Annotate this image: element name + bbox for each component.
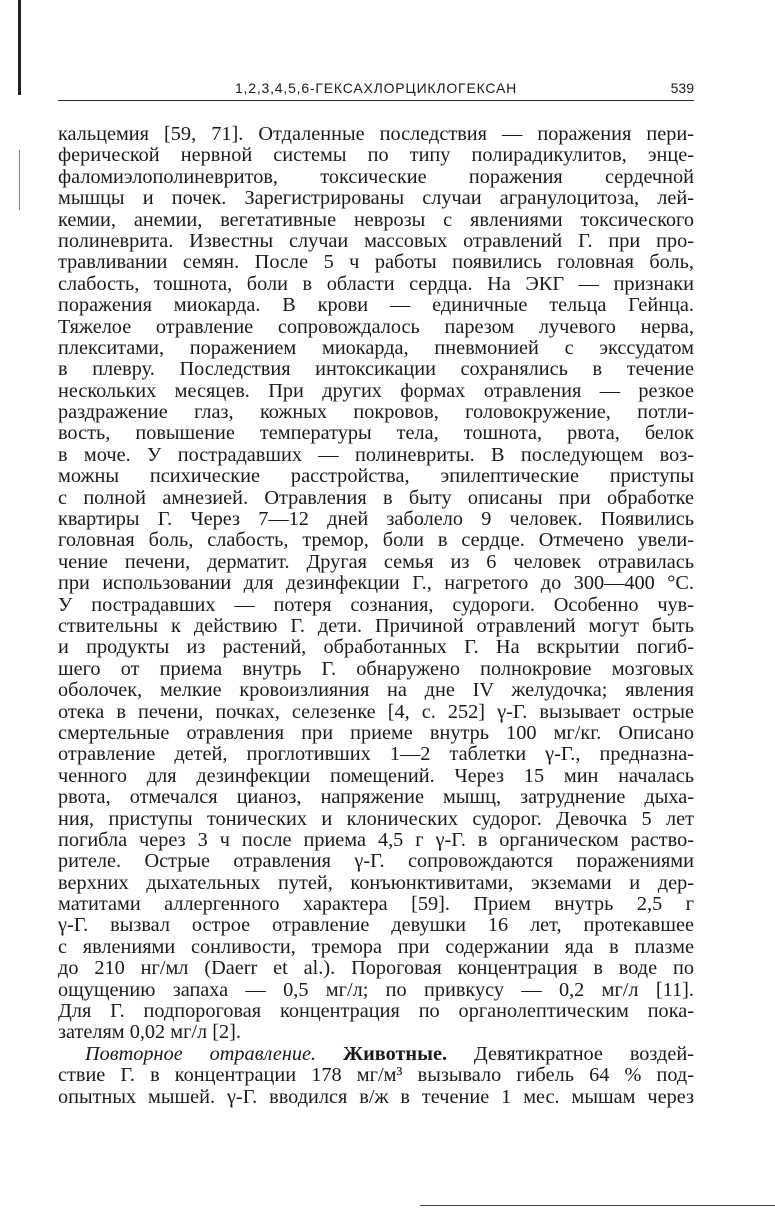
text-line: Тяжелое отравление сопровождалось парезом лучевого нерва, (58, 315, 694, 338)
text-line: верхних дыхательных путей, конъюнктивитами, экземами и дер- (58, 871, 694, 894)
text-line: зателям 0,02 мг/л [2]. (58, 1021, 241, 1044)
text-line: смертельные отравления при приеме внутрь 100 мг/кг. Описано (58, 721, 694, 744)
scan-bottom-edge (420, 1205, 775, 1206)
text-line: шего от приема внутрь Г. обнаружено полнокровие мозговых (58, 657, 694, 680)
text-line: и продукты из растений, обработанных Г. На вскрытии погиб- (58, 636, 694, 659)
text-line: нескольких месяцев. При других формах отравления — резкое (58, 379, 694, 402)
body-text (58, 124, 694, 1108)
text-line: с явлениями сонливости, тремора при содержании яда в плазме (58, 935, 694, 958)
text-line: рителе. Острые отравления γ-Г. сопровождаются поражениями (58, 850, 694, 873)
text-line: ствительны к действию Г. дети. Причиной отравлений могут быть (58, 614, 694, 637)
text-line: с полной амнезией. Отравления в быту описаны при обработке (58, 486, 694, 509)
section-lead-line (58, 1044, 694, 1065)
text-line: полиневрита. Известны случаи массовых отравлений Г. при про- (58, 229, 694, 252)
text-line: до 210 нг/мл (Daerr et al.). Пороговая концентрация в воде по (58, 957, 694, 980)
text-line: ченного для дезинфекции помещений. Через 15 мин началась (58, 764, 694, 787)
text-line: опытных мышей. γ-Г. вводился в/ж в течение 1 мес. мышам через (58, 1085, 694, 1108)
text-line: чение печени, дерматит. Другая семья из 6 человек отравилась (58, 550, 694, 573)
text-line: травливании семян. После 5 ч работы появились головная боль, (58, 251, 694, 274)
text-line: в моче. У пострадавших — полиневриты. В последующем воз- (58, 443, 694, 466)
text-line: матитами аллергенного характера [59]. Прием внутрь 2,5 г (58, 893, 694, 916)
text-line: плекситами, поражением миокарда, пневмонией с экссудатом (58, 336, 694, 359)
text-line: У пострадавших — потеря сознания, судороги. Особенно чув- (58, 593, 694, 616)
scan-edge-mark (19, 150, 20, 210)
scan-edge-mark (18, 0, 21, 95)
section-heading-italic: Повторное отравление. (85, 1042, 317, 1065)
running-header (58, 78, 694, 101)
text-line: погибла через 3 ч после приема 4,5 г γ-Г. в органическом раство- (58, 828, 694, 851)
text-line: квартиры Г. Через 7—12 дней заболело 9 человек. Появились (58, 508, 694, 531)
page-number: 539 (670, 80, 694, 96)
text-line: оболочек, мелкие кровоизлияния на дне IV желудочка; явления (58, 679, 694, 702)
text-line: кальцемия [59, 71]. Отдаленные последствия — поражения пери- (58, 123, 694, 145)
text-line: отравление детей, проглотивших 1—2 таблетки γ-Г., предназна- (58, 743, 694, 766)
text-line: γ-Г. вызвал острое отравление девушки 16 лет, протекавшее (58, 914, 694, 937)
text-fragment: Девятикратное воздей- (447, 1042, 694, 1065)
running-title: 1,2,3,4,5,6-ГЕКСАХЛОРЦИКЛОГЕКСАН (234, 80, 518, 96)
text-line: ния, приступы тонических и клонических судорог. Девочка 5 лет (58, 807, 694, 830)
text-line: Для Г. подпороговая концентрация по органолептическим пока- (58, 1000, 694, 1023)
text-line: ферической нервной системы по типу полирадикулитов, энце- (58, 144, 694, 167)
text-line: при использовании для дезинфекции Г., нагретого до 300—400 °С. (58, 572, 694, 595)
section-heading-bold: Животные. (343, 1042, 448, 1065)
text-line: головная боль, слабость, тремор, боли в сердце. Отмечено увели- (58, 529, 694, 552)
text-line: вость, повышение температуры тела, тошнота, рвота, белок (58, 422, 694, 445)
text-line: в плевру. Последствия интоксикации сохранялись в течение (58, 358, 694, 381)
text-line: мышцы и почек. Зарегистрированы случаи агранулоцитоза, лей- (58, 187, 694, 210)
text-line: ощущению запаха — 0,5 мг/л; по привкусу — 0,2 мг/л [11]. (58, 978, 694, 1001)
text-line: рвота, отмечался цианоз, напряжение мышц, затруднение дыха- (58, 786, 694, 809)
text-line: фаломиэлополиневритов, токсические поражения сердечной (58, 165, 694, 188)
text-line: слабость, тошнота, боли в области сердца. На ЭКГ — признаки (58, 272, 694, 295)
text-line: поражения миокарда. В крови — единичные тельца Гейнца. (58, 294, 694, 317)
text-line: раздражение глаз, кожных покровов, головокружение, потли- (58, 401, 694, 424)
text-line: кемии, анемии, вегетативные неврозы с явлениями токсического (58, 208, 694, 231)
text-line: можны психические расстройства, эпилептические приступы (58, 465, 694, 488)
text-line: ствие Г. в концентрации 178 мг/м³ вызывало гибель 64 % под- (58, 1064, 694, 1087)
text-line: отека в печени, почках, селезенке [4, с. 252] γ-Г. вызывает острые (58, 700, 694, 723)
